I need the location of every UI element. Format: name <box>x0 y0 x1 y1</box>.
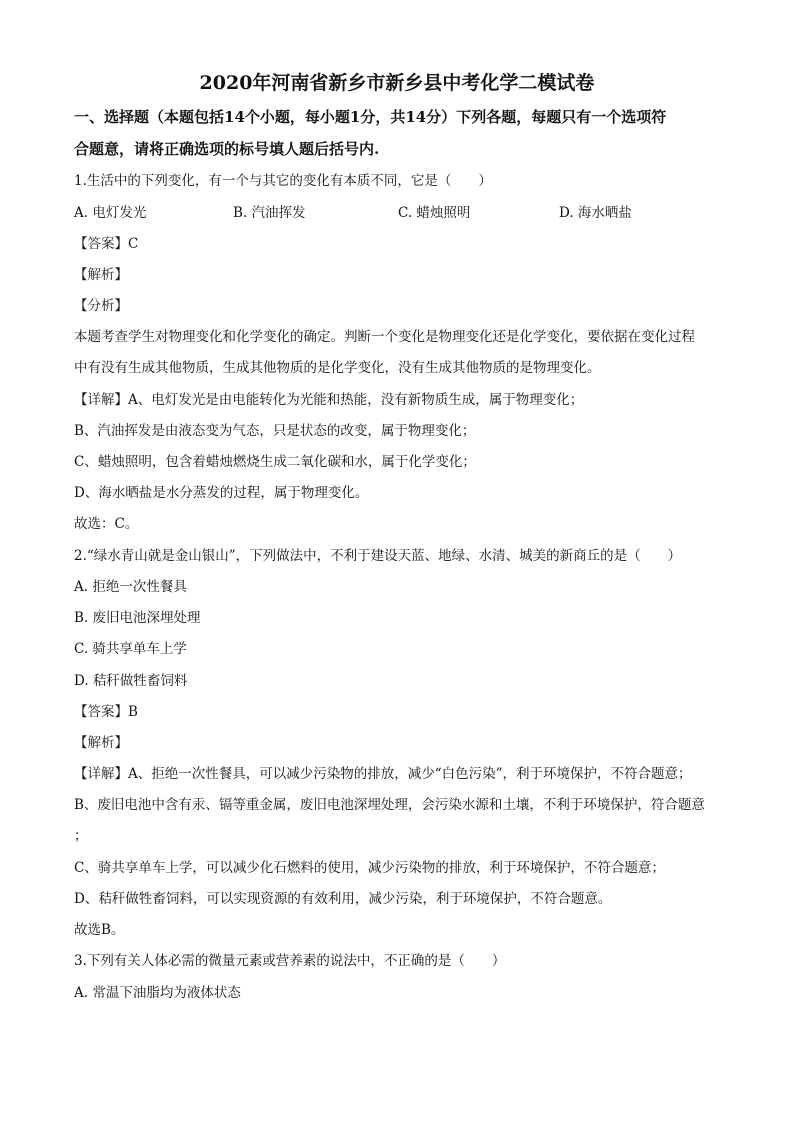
question-1-detail-a: 【详解】A、电灯发光是由电能转化为光能和热能，没有新物质生成，属于物理变化； <box>74 392 584 408</box>
question-1-stem: 1.生活中的下列变化，有一个与其它的变化有本质不同，它是（ ） <box>74 173 492 189</box>
question-1-conclusion: 故选：C。 <box>74 516 139 532</box>
question-1-answer: 【答案】C <box>74 236 139 252</box>
question-1-detail-c: C、蜡烛照明，包含着蜡烛燃烧生成二氧化碳和水，属于化学变化； <box>74 454 476 470</box>
section-heading-line-1: 一、选择题（本题包括14个小题，每小题1分，共14分）下列各题，每题只有一个选项符 <box>74 108 667 126</box>
question-3-stem: 3.下列有关人体必需的微量元素或营养素的说法中，不正确的是（ ） <box>74 953 506 969</box>
question-2-detail-b-line-2: ； <box>74 828 88 844</box>
question-2-stem: 2.“绿水青山就是金山银山”，下列做法中，不利于建设天蓝、地绿、水清、城美的新商丘的是（ ） <box>74 548 682 564</box>
question-1-option-b: B. 汽油挥发 <box>233 205 306 221</box>
question-3-option-a: A. 常温下油脂均为液体状态 <box>74 985 241 1001</box>
question-1-analysis-label: 【解析】 <box>74 267 128 283</box>
question-2-detail-c: C、骑共享单车上学，可以减少化石燃料的使用，减少污染物的排放，利于环境保护，不符合题意； <box>74 860 665 876</box>
question-2-detail-b-line-1: B、废旧电池中含有汞、镉等重金属，废旧电池深埋处理，会污染水源和土壤，不利于环境保护，符合题意 <box>74 797 705 813</box>
page-title: 2020年河南省新乡市新乡县中考化学二模试卷 <box>199 72 595 94</box>
question-1-fenxi-line-2: 中有没有生成其他物质，生成其他物质的是化学变化，没有生成其他物质的是物理变化。 <box>74 360 601 376</box>
question-1-detail-d: D、海水晒盐是水分蒸发的过程，属于物理变化。 <box>74 485 369 501</box>
question-2-detail-a: 【详解】A、拒绝一次性餐具，可以减少污染物的排放，减少“白色污染”，利于环境保护，不符合题意； <box>74 766 692 782</box>
question-2-option-d: D. 秸秆做牲畜饲料 <box>74 673 188 689</box>
question-2-conclusion: 故选B。 <box>74 922 125 938</box>
question-2-answer: 【答案】B <box>74 704 138 720</box>
question-2-option-a: A. 拒绝一次性餐具 <box>74 579 187 595</box>
question-2-detail-d: D、秸秆做牲畜饲料，可以实现资源的有效利用，减少污染，利于环境保护，不符合题意。 <box>74 891 612 907</box>
question-1-option-d: D. 海水晒盐 <box>559 205 632 221</box>
question-1-option-c: C. 蜡烛照明 <box>398 205 471 221</box>
question-2-analysis-label: 【解析】 <box>74 735 128 751</box>
section-heading-line-2: 合题意，请将正确选项的标号填人题后括号内. <box>74 140 380 158</box>
question-1-detail-b: B、汽油挥发是由液态变为气态，只是状态的改变，属于物理变化； <box>74 423 476 439</box>
question-1-option-a: A. 电灯发光 <box>74 205 147 221</box>
question-1-fenxi-line-1: 本题考查学生对物理变化和化学变化的确定。判断一个变化是物理变化还是化学变化，要依据在变化过程 <box>74 329 695 345</box>
question-1-fenxi-label: 【分析】 <box>74 298 128 314</box>
question-2-option-c: C. 骑共享单车上学 <box>74 641 187 657</box>
question-2-option-b: B. 废旧电池深埋处理 <box>74 610 201 626</box>
